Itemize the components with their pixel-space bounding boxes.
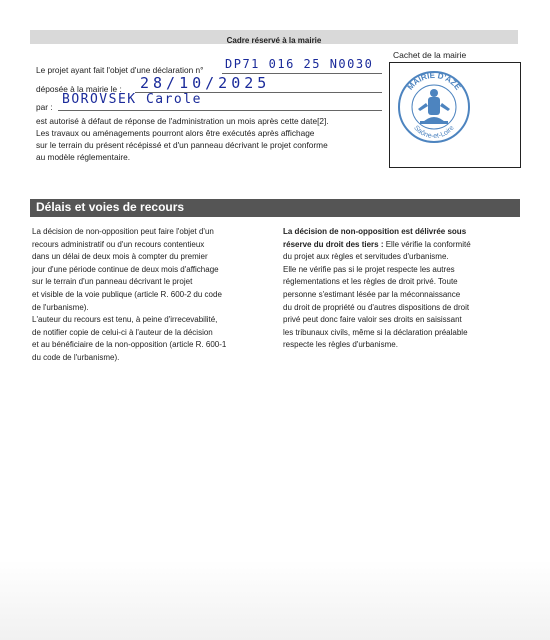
declaration-number: DP71 016 25 N0030 bbox=[225, 57, 374, 71]
form-line: Les travaux ou aménagements pourront alors être exécutés après affichage bbox=[36, 128, 315, 138]
header-title: Cadre réservé à la mairie bbox=[226, 36, 322, 45]
mairie-stamp-seal bbox=[390, 63, 520, 167]
stamp-title: Cachet de la mairie bbox=[393, 50, 467, 60]
left-line: La décision de non-opposition peut faire l'objet d'un bbox=[32, 227, 214, 236]
right-column bbox=[283, 226, 523, 352]
svg-text:MAIRIE D'AZE bbox=[406, 71, 463, 92]
right-line: du projet aux règles et servitudes d'urbanisme. bbox=[283, 252, 449, 262]
form-line: est autorisé à défaut de réponse de l'administration un mois après cette date[2]. bbox=[36, 116, 329, 126]
right-line: réglementations et les règles de droit privé. Toute bbox=[283, 277, 458, 287]
right-line: privé peut donc faire valoir ses droits en saisissant bbox=[283, 315, 462, 325]
stamp-bottom-text: Saône-et-Loire bbox=[412, 124, 456, 141]
left-line: jour d'une période continue de deux mois d'affichage bbox=[32, 264, 219, 274]
right-line: Elle ne vérifie pas si le projet respecte les autres bbox=[283, 264, 455, 274]
deposit-date: 28/10/2025 bbox=[140, 74, 271, 92]
left-line: et au bénéficiaire de la non-opposition (article R. 600-1 bbox=[32, 340, 227, 350]
applicant-label: par : bbox=[36, 102, 53, 112]
mairie-reserved-header bbox=[30, 30, 518, 44]
section-title: Délais et voies de recours bbox=[36, 200, 185, 214]
applicant-underline bbox=[58, 110, 382, 111]
right-line: Elle vérifie la conformité bbox=[385, 239, 471, 249]
right-bold-line: La décision de non-opposition est délivrée sous bbox=[283, 227, 467, 236]
page-bottom-shadow bbox=[0, 560, 550, 640]
left-line: recours administratif ou d'un recours contentieux bbox=[32, 239, 205, 249]
form-line: au modèle réglementaire. bbox=[36, 152, 131, 162]
right-line: personne s'estimant lésée par la méconnaissance bbox=[283, 289, 461, 299]
left-column bbox=[32, 226, 267, 365]
left-line: du code de l'urbanisme). bbox=[32, 352, 120, 362]
left-line: sur le terrain d'un panneau décrivant le projet bbox=[32, 277, 193, 287]
applicant-name: BOROVSEK Carole bbox=[62, 92, 202, 107]
left-line: de notifier copie de celui-ci à l'auteur de la décision bbox=[32, 327, 213, 337]
right-line: du droit de propriété ou d'autres dispositions de droit bbox=[283, 302, 470, 312]
left-line: dans un délai de deux mois à compter du premier bbox=[32, 252, 208, 262]
stamp-top-text: MAIRIE D'AZE bbox=[405, 70, 463, 92]
form-line: sur le terrain du présent récépissé et d'un panneau décrivant le projet conforme bbox=[36, 140, 328, 150]
left-line: L'auteur du recours est tenu, à peine d'irrecevabilité, bbox=[32, 315, 218, 325]
stamp-box bbox=[389, 62, 521, 168]
declaration-label: Le projet ayant fait l'objet d'une déclaration n° bbox=[36, 65, 204, 75]
deposit-date-label: déposée à la mairie le : bbox=[36, 84, 122, 94]
section-header-bar bbox=[30, 199, 520, 217]
left-line: de l'urbanisme). bbox=[32, 302, 89, 312]
right-line: les tribunaux civils, même si la déclaration préalable bbox=[283, 327, 468, 337]
right-line: respecte les règles d'urbanisme. bbox=[283, 340, 398, 350]
left-line: et visible de la voie publique (article R. 600-2 du code bbox=[32, 289, 222, 299]
right-bold-phrase: réserve du droit des tiers : bbox=[283, 239, 384, 249]
